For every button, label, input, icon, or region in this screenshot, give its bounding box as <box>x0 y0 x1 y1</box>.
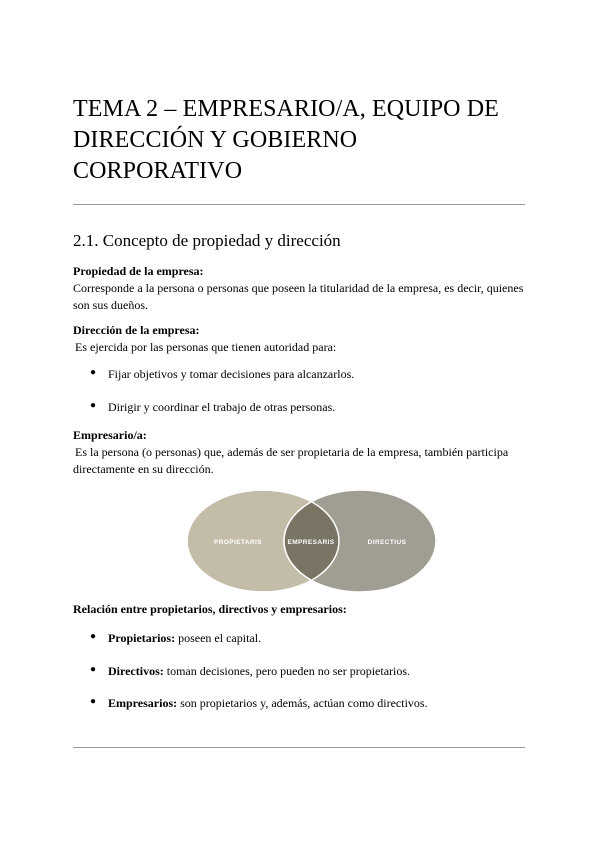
section-title: 2.1. Concepto de propiedad y dirección <box>73 231 341 250</box>
empresario-line2: directamente en su dirección. <box>73 462 214 476</box>
term-directivos: Directivos: <box>108 664 164 678</box>
propiedad-line2: son sus dueños. <box>73 298 149 312</box>
venn-right-label: DIRECTIUS <box>367 539 407 546</box>
list-item-text: Fijar objetivos y tomar decisiones para alcanzarlos. <box>108 367 355 381</box>
empresario-block <box>73 427 525 478</box>
venn-left-label: PROPIETARIS <box>214 539 262 546</box>
propiedad-line1: Corresponde a la persona o personas que poseen la titularidad de la empresa, es decir, quienes <box>73 281 524 295</box>
relacion-block <box>73 601 525 618</box>
divider-bottom <box>73 747 525 748</box>
bullet-icon: ● <box>90 696 97 707</box>
def-propietarios: poseen el capital. <box>175 631 262 645</box>
empresario-label: Empresario/a: <box>73 428 147 442</box>
direccion-intro: Es ejercida por las personas que tienen autoridad para: <box>75 340 337 354</box>
page-title: TEMA 2 – EMPRESARIO/A, EQUIPO DE DIRECCIÓN Y GOBIERNO CORPORATIVO <box>73 96 499 184</box>
term-empresarios: Empresarios: <box>108 696 178 710</box>
venn-center-label: EMPRESARIS <box>287 539 335 546</box>
direccion-label: Dirección de la empresa: <box>73 323 200 337</box>
bullet-icon: ● <box>90 400 97 411</box>
empresario-line1: Es la persona (o personas) que, además de ser propietaria de la empresa, también participa <box>75 445 509 459</box>
bullet-icon: ● <box>90 664 97 675</box>
propiedad-label: Propiedad de la empresa: <box>73 264 204 278</box>
list-item-text: Dirigir y coordinar el trabajo de otras personas. <box>108 400 336 414</box>
bullet-icon: ● <box>90 631 97 642</box>
def-directivos: toman decisiones, pero pueden no ser propietarios. <box>163 664 411 678</box>
term-propietarios: Propietarios: <box>108 631 176 645</box>
propiedad-block <box>73 263 525 314</box>
def-empresarios: son propietarios y, además, actúan como directivos. <box>177 696 428 710</box>
bullet-icon: ● <box>90 367 97 378</box>
divider-top <box>73 204 525 205</box>
direccion-block <box>73 322 525 356</box>
venn-diagram <box>187 489 437 593</box>
relacion-label: Relación entre propietarios, directivos y empresarios: <box>73 602 347 616</box>
